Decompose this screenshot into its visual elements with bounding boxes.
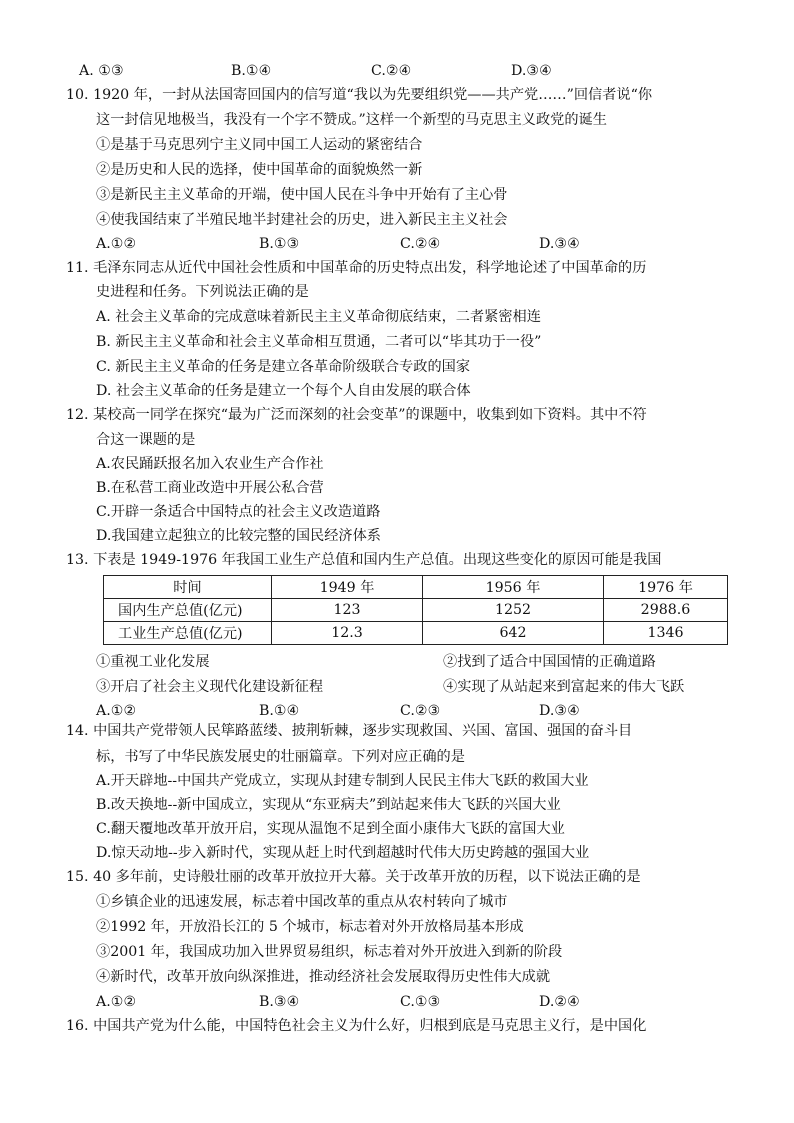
q11-stem-line2: 史进程和任务。下列说法正确的是 xyxy=(96,284,309,300)
table-header-cell: 1949 年 xyxy=(272,576,423,599)
q15-option-b: B.③④ xyxy=(259,994,300,1010)
table-header-cell: 时间 xyxy=(104,576,272,599)
q10-item-2: ②是历史和人民的选择，使中国革命的面貌焕然一新 xyxy=(96,162,423,178)
q12-choice-b: B.在私营工商业改造中开展公私合营 xyxy=(96,480,324,496)
q13-item-3: ③开启了社会主义现代化建设新征程 xyxy=(96,679,324,695)
table-row xyxy=(104,622,728,645)
q12-stem-line1: 12. 某校高一同学在探究“最为广泛而深刻的社会变革”的课题中，收集到如下资料。其中不符 xyxy=(66,407,647,423)
q9-option-d: D.③④ xyxy=(511,63,552,79)
q10-option-d: D.③④ xyxy=(539,236,580,252)
q15-item-3: ③2001 年，我国成功加入世界贸易组织，标志着对外开放进入到新的阶段 xyxy=(96,944,563,960)
q13-option-a: A.①② xyxy=(96,703,137,719)
table-cell: 2988.6 xyxy=(604,599,728,622)
table-header-cell: 1956 年 xyxy=(423,576,604,599)
table-header-row xyxy=(104,576,728,599)
q15-stem: 15. 40 多年前，史诗般壮丽的改革开放拉开大幕。关于改革开放的历程，以下说法正确的是 xyxy=(66,869,641,885)
table-cell: 12.3 xyxy=(272,622,423,645)
q10-stem-line2: 这一封信见地极当，我没有一个字不赞成。”这样一个新型的马克思主义政党的诞生 xyxy=(96,112,607,128)
table-header-cell: 1976 年 xyxy=(604,576,728,599)
q14-choice-b: B.改天换地--新中国成立，实现从“东亚病夫”到站起来伟大飞跃的兴国大业 xyxy=(96,797,561,813)
q14-choice-c: C.翻天覆地改革开放开启，实现从温饱不足到全面小康伟大飞跃的富国大业 xyxy=(96,821,565,837)
q11-choice-b: B. 新民主主义革命和社会主义革命相互贯通，二者可以“毕其功于一役” xyxy=(96,334,542,350)
q13-stem: 13. 下表是 1949-1976 年我国工业生产总值和国内生产总值。出现这些变化的原因可能是我国 xyxy=(66,552,662,568)
table-cell: 1346 xyxy=(604,622,728,645)
q10-item-1: ①是基于马克思列宁主义同中国工人运动的紧密结合 xyxy=(96,137,423,153)
table-row xyxy=(104,599,728,622)
q9-option-c: C.②④ xyxy=(371,63,412,79)
q12-choice-d: D.我国建立起独立的比较完整的国民经济体系 xyxy=(96,528,381,544)
q13-item-1: ①重视工业化发展 xyxy=(96,654,210,670)
q11-choice-a: A. 社会主义革命的完成意味着新民主主义革命彻底结束，二者紧密相连 xyxy=(96,309,541,325)
q12-stem-line2: 合这一课题的是 xyxy=(96,432,196,448)
q16-stem-line1: 16. 中国共产党为什么能，中国特色社会主义为什么好，归根到底是马克思主义行，是中国化 xyxy=(66,1018,647,1034)
q15-item-2: ②1992 年，开放沿长江的 5 个城市，标志着对外开放格局基本形成 xyxy=(96,919,524,935)
table-row-label: 工业生产总值(亿元) xyxy=(104,622,272,645)
q15-option-c: C.①③ xyxy=(400,994,441,1010)
q10-item-4: ④使我国结束了半殖民地半封建社会的历史，进入新民主主义社会 xyxy=(96,212,508,228)
q13-option-d: D.③④ xyxy=(539,703,580,719)
q14-stem-line2: 标，书写了中华民族发展史的壮丽篇章。下列对应正确的是 xyxy=(96,749,465,765)
q15-option-a: A.①② xyxy=(96,994,137,1010)
table-cell: 642 xyxy=(423,622,604,645)
q9-option-a: A. ①③ xyxy=(79,63,124,79)
q10-item-3: ③是新民主主义革命的开端，使中国人民在斗争中开始有了主心骨 xyxy=(96,187,508,203)
q15-option-d: D.②④ xyxy=(539,994,580,1010)
q14-stem-line1: 14. 中国共产党带领人民筚路蓝缕、披荆斩棘，逐步实现救国、兴国、富国、强国的奋斗目 xyxy=(66,723,633,739)
table-cell: 1252 xyxy=(423,599,604,622)
q13-option-c: C.②③ xyxy=(400,703,441,719)
table-row-label: 国内生产总值(亿元) xyxy=(104,599,272,622)
q11-choice-c: C. 新民主主义革命的任务是建立各革命阶级联合专政的国家 xyxy=(96,359,471,375)
q10-option-c: C.②④ xyxy=(400,236,441,252)
q11-choice-d: D. 社会主义革命的任务是建立一个每个人自由发展的联合体 xyxy=(96,383,471,399)
q12-choice-c: C.开辟一条适合中国特点的社会主义改造道路 xyxy=(96,504,381,520)
q10-option-a: A.①② xyxy=(96,236,137,252)
q9-option-b: B.①④ xyxy=(231,63,272,79)
q13-option-b: B.①④ xyxy=(259,703,300,719)
q14-choice-d: D.惊天动地--步入新时代，实现从赶上时代到超越时代伟大历史跨越的强国大业 xyxy=(96,845,590,861)
gdp-table xyxy=(103,575,728,645)
table-cell: 123 xyxy=(272,599,423,622)
q11-stem-line1: 11. 毛泽东同志从近代中国社会性质和中国革命的历史特点出发，科学地论述了中国革命的历 xyxy=(66,260,647,276)
q13-item-2: ②找到了适合中国国情的正确道路 xyxy=(443,654,656,670)
q10-option-b: B.①③ xyxy=(259,236,300,252)
q15-item-1: ①乡镇企业的迅速发展，标志着中国改革的重点从农村转向了城市 xyxy=(96,894,508,910)
q10-stem-line1: 10. 1920 年，一封从法国寄回国内的信写道“我以为先要组织党——共产党……”回信者说“你 xyxy=(66,87,653,103)
q12-choice-a: A.农民踊跃报名加入农业生产合作社 xyxy=(96,456,324,472)
q13-item-4: ④实现了从站起来到富起来的伟大飞跃 xyxy=(443,679,685,695)
q15-item-4: ④新时代，改革开放向纵深推进，推动经济社会发展取得历史性伟大成就 xyxy=(96,969,551,985)
q14-choice-a: A.开天辟地--中国共产党成立，实现从封建专制到人民民主伟大飞跃的救国大业 xyxy=(96,773,589,789)
